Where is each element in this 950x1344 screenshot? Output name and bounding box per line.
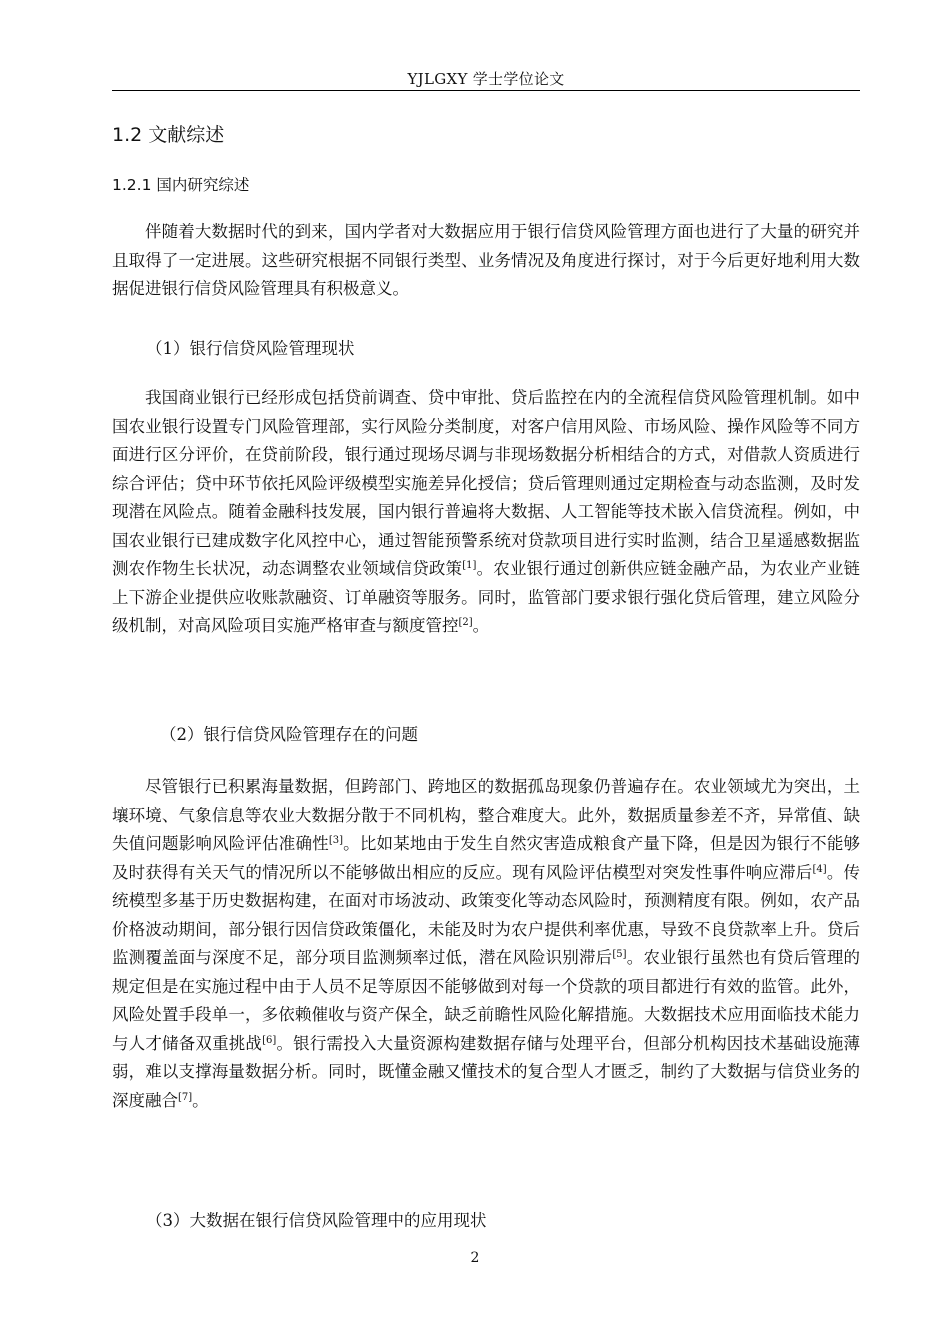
page-header: YJLGXY 学士学位论文 xyxy=(407,70,565,88)
citation-3[interactable]: [3] xyxy=(328,835,343,846)
citation-1[interactable]: [1] xyxy=(462,560,477,571)
sub2-paragraph: 尽管银行已积累海量数据，但跨部门、跨地区的数据孤岛现象仍普遍存在。农业领域尤为突出，土壤环境、气象信息等农业大数据分散于不同机构，整合难度大。此外，数据质量参差不齐，异常值、缺失值问题影响风险评估准确性[3]。比如某地由于发生自然灾害造成粮食产量下降，但是因为银行不能够及时获得有关天气的情况所以不能够做出相应的反应。现有风险评估模型对突发性事件响应滞后[4]。传统模型多基于历史数据构建，在面对市场波动、政策变化等动态风险时，预测精度有限。例如，农产品价格波动期间，部分银行因信贷政策僵化，未能及时为农户提供利率优惠，导致不良贷款率上升。贷后监测覆盖面与深度不足，部分项目监测频率过低，潜在风险识别滞后[5]。农业银行虽然也有贷后管理的规定但是在实施过程中由于人员不足等原因不能够做到对每一个贷款的项目都进行有效的监管。此外，风险处置手段单一，多依赖催收与资产保全，缺乏前瞻性风险化解措施。大数据技术应用面临技术能力与人才储备双重挑战[6]。银行需投入大量资源构建数据存储与处理平台，但部分机构因技术基础设施薄弱，难以支撑海量数据分析。同时，既懂金融又懂技术的复合型人才匮乏，制约了大数据与信贷业务的深度融合[7]。 xyxy=(112,777,861,1110)
section-heading: 1.2 文献综述 xyxy=(112,124,225,146)
sub1-heading: （1）银行信贷风险管理现状 xyxy=(146,339,355,358)
citation-7[interactable]: [7] xyxy=(178,1091,193,1103)
intro-paragraph: 伴随着大数据时代的到来，国内学者对大数据应用于银行信贷风险管理方面也进行了大量的研究并且取得了一定进展。这些研究根据不同银行类型、业务情况及角度进行探讨，对于今后更好地利用大数据促进银行信贷风险管理具有积极意义。 xyxy=(112,222,860,298)
sub3-heading: （3）大数据在银行信贷风险管理中的应用现状 xyxy=(146,1211,487,1230)
citation-5[interactable]: [5] xyxy=(612,949,627,960)
citation-6[interactable]: [6] xyxy=(262,1034,277,1046)
page-number: 2 xyxy=(470,1250,480,1266)
citation-4[interactable]: [4] xyxy=(812,863,827,875)
sub2-heading: （2）银行信贷风险管理存在的问题 xyxy=(160,725,418,744)
header-rule xyxy=(112,90,860,91)
sub1-paragraph: 我国商业银行已经形成包括贷前调查、贷中审批、贷后监控在内的全流程信贷风险管理机制。如中国农业银行设置专门风险管理部，实行风险分类制度，对客户信用风险、市场风险、操作风险等不同方面进行区分评价，在贷前阶段，银行通过现场尽调与非现场数据分析相结合的方式，对借款人资质进行综合评估；贷中环节依托风险评级模型实施差异化授信；贷后管理则通过定期检查与动态监测，及时发现潜在风险点。随着金融科技发展，国内银行普遍将大数据、人工智能等技术嵌入信贷流程。例如，中国农业银行已建成数字化风控中心，通过智能预警系统对贷款项目进行实时监测，结合卫星遥感数据监测农作物生长状况，动态调整农业领域信贷政策[1]。农业银行通过创新供应链金融产品，为农业产业链上下游企业提供应收账款融资、订单融资等服务。同时，监管部门要求银行强化贷后管理，建立风险分级机制，对高风险项目实施严格审查与额度管控[2]。 xyxy=(112,388,861,635)
subsection-heading: 1.2.1 国内研究综述 xyxy=(112,176,250,194)
citation-2[interactable]: [2] xyxy=(458,617,473,628)
